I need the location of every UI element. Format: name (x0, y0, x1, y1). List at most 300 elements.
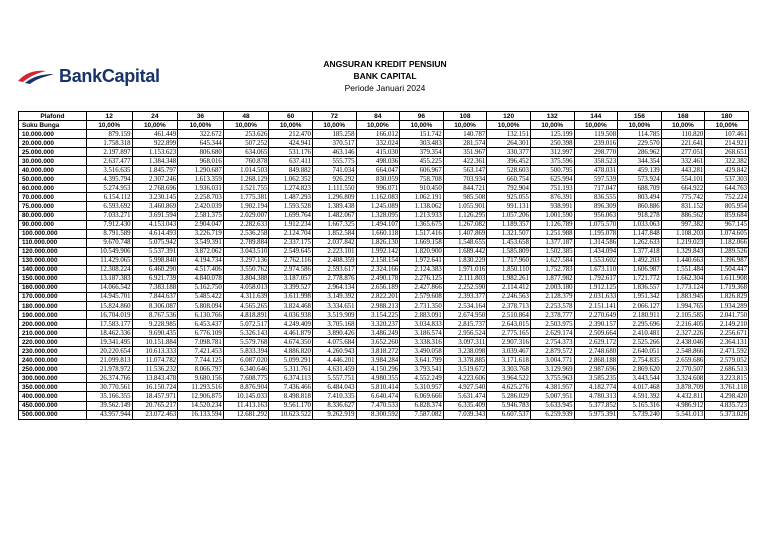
installment-cell: 4.432.811 (661, 392, 705, 401)
tenor-header: 48 (223, 112, 269, 121)
installment-cell: 2.789.884 (223, 238, 269, 247)
installment-cell: 2.549.645 (269, 247, 313, 256)
plafond-cell: 230.000.000 (19, 347, 87, 356)
installment-cell: 5.162.750 (178, 283, 224, 292)
installment-cell: 537.303 (705, 175, 749, 184)
installment-cell: 2.904.047 (178, 220, 224, 229)
installment-cell: 528.603 (487, 166, 531, 175)
table-row (19, 193, 749, 202)
installment-cell: 859.684 (705, 211, 749, 220)
installment-cell: 132.151 (487, 130, 531, 139)
tenor-header: 72 (312, 112, 356, 121)
installment-cell: 10.145.033 (223, 392, 269, 401)
installment-cell: 2.974.586 (269, 265, 313, 274)
table-row (19, 365, 749, 374)
plafond-cell: 500.000.000 (19, 410, 87, 419)
table-row (19, 320, 749, 329)
installment-cell: 844.721 (443, 184, 487, 193)
installment-cell: 2.778.876 (312, 274, 356, 283)
installment-cell: 1.521.755 (223, 184, 269, 193)
installment-cell: 1.251.988 (530, 229, 574, 238)
installment-cell: 3.320.237 (356, 320, 400, 329)
installment-cell: 1.296.809 (312, 193, 356, 202)
installment-cell: 2.659.686 (661, 356, 705, 365)
installment-cell: 422.361 (443, 157, 487, 166)
installment-cell: 1.585.809 (487, 247, 531, 256)
installment-cell: 239.016 (574, 139, 618, 148)
installment-cell: 2.324.166 (356, 265, 400, 274)
installment-cell: 3.878.709 (661, 383, 705, 392)
plafond-cell: 75.000.000 (19, 202, 87, 211)
plafond-header: Plafond (19, 112, 87, 121)
installment-cell: 1.820.900 (400, 247, 444, 256)
installment-cell: 3.378.885 (443, 356, 487, 365)
installment-cell: 332.461 (661, 157, 705, 166)
installment-cell: 967.145 (705, 220, 749, 229)
installment-cell: 1.972.641 (400, 256, 444, 265)
installment-cell: 1.877.982 (530, 274, 574, 283)
table-row (19, 347, 749, 356)
installment-cell: 2.256.671 (705, 329, 749, 338)
installment-cell: 2.037.842 (312, 238, 356, 247)
bank-logo (16, 66, 160, 87)
installment-cell: 5.485.422 (178, 292, 224, 301)
installment-cell: 2.253.578 (530, 301, 574, 310)
installment-cell: 4.780.313 (574, 392, 618, 401)
installment-cell: 3.705.168 (312, 320, 356, 329)
installment-cell: 358.523 (574, 157, 618, 166)
installment-cell: 5.557.751 (312, 374, 356, 383)
installment-cell: 140.787 (443, 130, 487, 139)
installment-cell: 1.517.416 (400, 229, 444, 238)
installment-cell: 606.967 (400, 166, 444, 175)
installment-cell: 185.258 (312, 130, 356, 139)
plafond-cell: 90.000.000 (19, 220, 87, 229)
plafond-cell: 120.000.000 (19, 247, 87, 256)
installment-cell: 1.627.584 (530, 256, 574, 265)
installment-cell: 1.611.908 (705, 274, 749, 283)
installment-cell: 4.674.350 (269, 338, 313, 347)
installment-cell: 463.146 (312, 148, 356, 157)
installment-cell: 500.795 (530, 166, 574, 175)
installment-cell: 688.709 (618, 184, 662, 193)
installment-cell: 3.039.467 (487, 347, 531, 356)
installment-cell: 2.503.975 (530, 320, 574, 329)
installment-cell: 7.039.343 (443, 410, 487, 419)
rate-header-row (19, 121, 749, 130)
table-row (19, 247, 749, 256)
installment-cell: 5.579.768 (223, 338, 269, 347)
tenor-header: 12 (86, 112, 132, 121)
installment-cell: 1.434.094 (574, 247, 618, 256)
installment-cell: 6.069.666 (400, 392, 444, 401)
installment-cell: 1.377.418 (618, 247, 662, 256)
installment-cell: 229.570 (618, 139, 662, 148)
tenor-header: 60 (269, 112, 313, 121)
installment-cell: 11.293.516 (178, 383, 224, 392)
installment-cell: 1.852.584 (312, 229, 356, 238)
table-row (19, 220, 749, 229)
installment-cell: 3.691.594 (132, 211, 178, 220)
installment-cell: 2.988.213 (356, 301, 400, 310)
installment-cell: 3.334.651 (312, 301, 356, 310)
installment-cell: 10.613.333 (132, 347, 178, 356)
installment-cell: 5.007.951 (530, 392, 574, 401)
plafond-cell: 240.000.000 (19, 356, 87, 365)
installment-cell: 1.721.772 (618, 274, 662, 283)
installment-cell: 498.036 (356, 157, 400, 166)
installment-cell: 555.775 (312, 157, 356, 166)
installment-cell: 2.674.950 (443, 311, 487, 320)
installment-cell: 849.882 (269, 166, 313, 175)
installment-cell: 991.131 (487, 202, 531, 211)
installment-cell: 2.762.116 (269, 256, 313, 265)
table-row (19, 184, 749, 193)
installment-cell: 2.180.911 (618, 311, 662, 320)
installment-cell: 344.354 (618, 157, 662, 166)
installment-cell: 956.063 (574, 211, 618, 220)
rate-cell: 10,00% (618, 121, 662, 130)
installment-cell: 8.876.904 (223, 383, 269, 392)
table-row (19, 329, 749, 338)
plafond-cell: 100.000.000 (19, 229, 87, 238)
installment-cell: 6.087.020 (223, 356, 269, 365)
installment-cell: 3.097.311 (443, 338, 487, 347)
installment-cell: 4.311.639 (223, 292, 269, 301)
installment-cell: 2.307.246 (132, 175, 178, 184)
installment-cell: 4.835.723 (705, 401, 749, 410)
rate-cell: 10,00% (530, 121, 574, 130)
installment-cell: 8.066.797 (178, 365, 224, 374)
installment-cell: 2.536.258 (223, 229, 269, 238)
installment-cell: 876.391 (530, 193, 574, 202)
installment-cell: 2.879.572 (530, 347, 574, 356)
installment-cell: 554.101 (661, 175, 705, 184)
installment-cell: 20.220.654 (86, 347, 132, 356)
installment-cell: 1.502.385 (530, 247, 574, 256)
installment-cell: 110.820 (661, 130, 705, 139)
installment-cell: 4.182.774 (574, 383, 618, 392)
table-row (19, 130, 749, 139)
table-row (19, 175, 749, 184)
installment-cell: 4.249.409 (269, 320, 313, 329)
installment-cell: 2.731.350 (400, 301, 444, 310)
rate-cell: 10,00% (269, 121, 313, 130)
installment-cell: 1.951.342 (618, 292, 662, 301)
installment-cell: 10.151.884 (132, 338, 178, 347)
installment-cell: 4.565.265 (223, 301, 269, 310)
installment-cell: 5.998.840 (132, 256, 178, 265)
installment-cell: 7.033.271 (86, 211, 132, 220)
installment-cell: 563.147 (443, 166, 487, 175)
installment-cell: 298.770 (574, 148, 618, 157)
installment-cell: 3.460.869 (132, 202, 178, 211)
installment-cell: 2.276.125 (400, 274, 444, 283)
installment-cell: 5.072.517 (223, 320, 269, 329)
table-row (19, 238, 749, 247)
installment-cell: 1.262.633 (618, 238, 662, 247)
installment-cell: 250.398 (530, 139, 574, 148)
installment-cell: 379.354 (400, 148, 444, 157)
installment-cell: 7.470.533 (356, 401, 400, 410)
installment-cell: 268.651 (705, 148, 749, 157)
installment-cell: 985.508 (443, 193, 487, 202)
installment-cell: 15.824.860 (86, 301, 132, 310)
rate-cell: 10,00% (400, 121, 444, 130)
installment-cell: 1.553.602 (574, 256, 618, 265)
installment-cell: 5.808.094 (178, 301, 224, 310)
plafond-cell: 50.000.000 (19, 175, 87, 184)
installment-cell: 1.055.901 (443, 202, 487, 211)
installment-cell: 3.984.284 (356, 356, 400, 365)
installment-cell: 1.138.062 (400, 202, 444, 211)
installment-cell: 1.147.848 (618, 229, 662, 238)
installment-cell: 1.826.130 (356, 238, 400, 247)
installment-cell: 30.770.561 (86, 383, 132, 392)
installment-cell: 12.906.875 (178, 392, 224, 401)
installment-cell: 1.934.289 (705, 301, 749, 310)
installment-cell: 2.581.375 (178, 211, 224, 220)
installment-cell: 4.840.078 (178, 274, 224, 283)
installment-cell: 3.519.909 (312, 311, 356, 320)
installment-cell: 996.071 (356, 184, 400, 193)
installment-cell: 2.029.007 (223, 211, 269, 220)
installment-cell: 35.166.355 (86, 392, 132, 401)
installment-cell: 2.378.777 (530, 311, 574, 320)
installment-cell: 2.548.866 (661, 347, 705, 356)
table-row (19, 139, 749, 148)
installment-cell: 7.383.188 (132, 283, 178, 292)
plafond-cell: 110.000.000 (19, 238, 87, 247)
installment-cell: 4.591.392 (618, 392, 662, 401)
installment-cell: 281.574 (443, 139, 487, 148)
installment-cell: 1.836.557 (618, 283, 662, 292)
installment-cell: 4.552.249 (400, 374, 444, 383)
installment-cell: 2.408.359 (312, 256, 356, 265)
installment-cell: 370.517 (312, 139, 356, 148)
installment-cell: 1.773.124 (661, 283, 705, 292)
rate-cell: 10,00% (443, 121, 487, 130)
installment-cell: 4.036.938 (269, 311, 313, 320)
installment-cell: 5.631.474 (443, 392, 487, 401)
installment-cell: 3.490.058 (400, 347, 444, 356)
installment-cell: 10.623.522 (269, 410, 313, 419)
installment-cell: 918.278 (618, 211, 662, 220)
installment-cell: 43.957.944 (86, 410, 132, 419)
installment-cell: 7.587.082 (400, 410, 444, 419)
plafond-cell: 210.000.000 (19, 329, 87, 338)
table-row (19, 166, 749, 175)
installment-cell: 13.187.383 (86, 274, 132, 283)
installment-cell: 1.321.507 (487, 229, 531, 238)
installment-cell: 5.165.316 (618, 401, 662, 410)
tenor-header: 24 (132, 112, 178, 121)
installment-cell: 1.189.357 (487, 220, 531, 229)
installment-cell: 1.667.325 (312, 220, 356, 229)
installment-cell: 1.195.078 (574, 229, 618, 238)
installment-cell: 2.270.649 (574, 311, 618, 320)
installment-cell: 2.390.157 (574, 320, 618, 329)
installment-cell: 2.525.266 (618, 338, 662, 347)
installment-cell: 214.921 (705, 139, 749, 148)
installment-cell: 3.793.541 (400, 365, 444, 374)
installment-cell: 803.494 (618, 193, 662, 202)
installment-cell: 925.055 (487, 193, 531, 202)
bank-name-heading: BANK CAPITAL (353, 71, 417, 81)
installment-cell: 461.449 (132, 130, 178, 139)
installment-cell: 2.868.188 (574, 356, 618, 365)
installment-cell: 2.327.226 (661, 329, 705, 338)
installment-cell: 1.482.067 (312, 211, 356, 220)
tenor-header: 156 (618, 112, 662, 121)
installment-cell: 3.187.057 (269, 274, 313, 283)
installment-cell: 3.297.136 (223, 256, 269, 265)
installment-cell: 8.336.627 (312, 401, 356, 410)
installment-cell: 415.030 (356, 148, 400, 157)
installment-cell: 3.824.468 (269, 301, 313, 310)
plafond-cell: 170.000.000 (19, 292, 87, 301)
installment-cell: 11.413.163 (223, 401, 269, 410)
rate-cell: 10,00% (312, 121, 356, 130)
installment-cell: 330.377 (487, 148, 531, 157)
installment-cell: 2.151.141 (574, 301, 618, 310)
installment-cell: 2.869.620 (618, 365, 662, 374)
installment-cell: 758.708 (400, 175, 444, 184)
installment-cell: 645.344 (178, 139, 224, 148)
plafond-cell: 180.000.000 (19, 301, 87, 310)
table-row (19, 157, 749, 166)
installment-cell: 4.625.276 (487, 383, 531, 392)
installment-cell: 3.611.998 (269, 292, 313, 301)
installment-cell: 3.652.260 (356, 338, 400, 347)
installment-cell: 1.775.381 (223, 193, 269, 202)
installment-cell: 1.365.675 (400, 220, 444, 229)
plafond-cell: 400.000.000 (19, 392, 87, 401)
installment-cell: 23.072.463 (132, 410, 178, 419)
installment-cell: 3.641.799 (400, 356, 444, 365)
installment-cell: 459.139 (618, 166, 662, 175)
table-row (19, 265, 749, 274)
installment-cell: 507.252 (223, 139, 269, 148)
installment-cell: 2.686.513 (705, 365, 749, 374)
installment-cell: 775.742 (661, 193, 705, 202)
installment-cell: 2.282.633 (223, 220, 269, 229)
installment-cell: 3.230.145 (132, 193, 178, 202)
installment-cell: 2.031.633 (574, 292, 618, 301)
installment-cell: 752.224 (705, 193, 749, 202)
installment-cell: 8.306.087 (132, 301, 178, 310)
installment-cell: 114.785 (618, 130, 662, 139)
installment-cell: 1.883.945 (661, 292, 705, 301)
plafond-cell: 80.000.000 (19, 211, 87, 220)
installment-cell: 4.886.820 (269, 347, 313, 356)
installment-cell: 5.541.013 (661, 410, 705, 419)
installment-cell: 1.267.082 (443, 220, 487, 229)
installment-cell: 3.964.522 (487, 374, 531, 383)
installment-cell: 2.629.172 (574, 338, 618, 347)
table-row (19, 374, 749, 383)
plafond-cell: 300.000.000 (19, 374, 87, 383)
installment-cell: 9.561.170 (269, 401, 313, 410)
installment-cell: 3.149.392 (312, 292, 356, 301)
plafond-cell: 200.000.000 (19, 320, 87, 329)
installment-cell: 4.260.943 (312, 347, 356, 356)
installment-cell: 5.311.761 (269, 365, 313, 374)
installment-cell: 14.066.542 (86, 283, 132, 292)
installment-cell: 2.393.377 (443, 292, 487, 301)
installment-cell: 1.613.359 (178, 175, 224, 184)
installment-cell: 3.324.608 (661, 374, 705, 383)
installment-cell: 1.075.570 (574, 220, 618, 229)
installment-cell: 1.936.031 (178, 184, 224, 193)
table-row (19, 401, 749, 410)
installment-cell: 19.341.495 (86, 338, 132, 347)
installment-cell: 1.062.352 (269, 175, 313, 184)
installment-cell: 1.845.797 (132, 166, 178, 175)
installment-cell: 7.744.125 (178, 356, 224, 365)
installment-cell: 922.899 (132, 139, 178, 148)
plafond-cell: 25.000.000 (19, 148, 87, 157)
installment-cell: 2.471.592 (705, 347, 749, 356)
installment-cell: 5.075.942 (132, 238, 178, 247)
document-title: ANGSURAN KREDIT PENSIUN (323, 59, 447, 69)
installment-table (18, 111, 749, 420)
installment-cell: 5.373.026 (705, 410, 749, 419)
installment-cell: 751.193 (530, 184, 574, 193)
installment-cell: 7.421.453 (178, 347, 224, 356)
installment-cell: 5.377.852 (574, 401, 618, 410)
table-row (19, 211, 749, 220)
installment-cell: 1.606.987 (618, 265, 662, 274)
installment-table-body (19, 130, 749, 420)
installment-cell: 1.074.605 (705, 229, 749, 238)
installment-cell: 212.470 (269, 130, 313, 139)
installment-cell: 2.510.864 (487, 311, 531, 320)
installment-cell: 997.382 (661, 220, 705, 229)
installment-cell: 2.987.696 (574, 365, 618, 374)
installment-cell: 16.150.724 (132, 383, 178, 392)
installment-cell: 5.537.391 (132, 247, 178, 256)
installment-cell: 8.791.589 (86, 229, 132, 238)
installment-cell: 1.912.234 (269, 220, 313, 229)
rate-cell: 10,00% (487, 121, 531, 130)
installment-cell: 478.031 (574, 166, 618, 175)
installment-cell: 2.128.379 (530, 292, 574, 301)
installment-cell: 8.300.592 (356, 410, 400, 419)
installment-cell: 11.536.232 (132, 365, 178, 374)
rate-cell: 10,00% (574, 121, 618, 130)
installment-cell: 1.752.783 (530, 265, 574, 274)
installment-cell: 4.517.406 (178, 265, 224, 274)
installment-cell: 1.314.586 (574, 238, 618, 247)
installment-cell: 253.626 (223, 130, 269, 139)
installment-cell: 1.245.089 (356, 202, 400, 211)
table-row (19, 301, 749, 310)
installment-cell: 2.770.507 (661, 365, 705, 374)
installment-cell: 2.579.608 (400, 292, 444, 301)
plafond-cell: 350.000.000 (19, 383, 87, 392)
installment-cell: 4.927.540 (443, 383, 487, 392)
installment-cell: 968.016 (178, 157, 224, 166)
installment-cell: 1.551.484 (661, 265, 705, 274)
installment-cell: 2.907.316 (487, 338, 531, 347)
installment-cell: 3.549.391 (178, 238, 224, 247)
installment-cell: 1.108.203 (661, 229, 705, 238)
plafond-cell: 60.000.000 (19, 184, 87, 193)
installment-cell: 1.487.293 (269, 193, 313, 202)
installment-cell: 277.051 (661, 148, 705, 157)
installment-cell: 1.389.438 (312, 202, 356, 211)
